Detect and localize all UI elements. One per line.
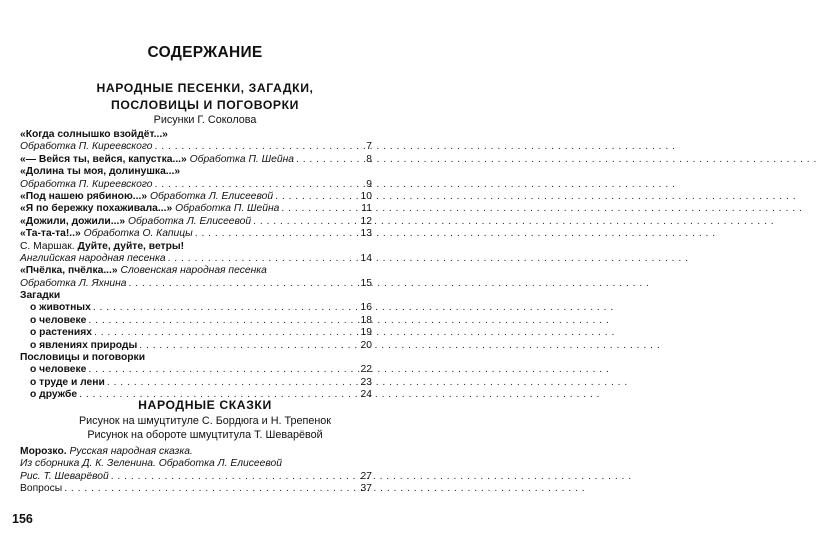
dot-leader [139, 340, 358, 352]
toc-entry[interactable]: Английская народная песенка . . . 14 [20, 253, 372, 265]
page-ref: 20 [360, 339, 372, 351]
dot-leader [93, 302, 358, 314]
toc-entry-title[interactable]: «Когда солнышко взойдёт...» [20, 129, 168, 140]
toc-entry[interactable]: о человеке . . . 22 [20, 364, 372, 376]
page-ref: 13 [360, 228, 372, 240]
dot-leader [111, 471, 358, 483]
page-ref: 19 [360, 327, 372, 339]
page-ref: 7 [366, 141, 372, 153]
riddles-heading: Загадки [20, 290, 61, 302]
toc-entry[interactable]: Обработка Л. Яхнина . . . 15 [20, 278, 372, 290]
toc-entry[interactable]: о человеке . . . 18 [20, 315, 372, 327]
toc-entry-title[interactable]: Морозко. Русская народная сказка. [20, 446, 193, 457]
toc-entry[interactable]: «Та-та-та!..» Обработка О. Капицы . . . 13 [20, 228, 372, 240]
dot-leader [281, 203, 358, 215]
toc-entry[interactable]: о дружбе . . . 24 [20, 389, 372, 401]
toc-entry[interactable]: «— Вейся ты, вейся, капустка...» Обработка П. Шейна . . . 8 [20, 154, 372, 166]
page-ref: 9 [366, 178, 372, 190]
page-ref: 14 [360, 252, 372, 264]
page-ref: 24 [360, 389, 372, 401]
dot-leader [155, 179, 358, 191]
section-heading-folk-songs-line2: ПОСЛОВИЦЫ И ПОГОВОРКИ [110, 98, 300, 112]
dot-leader [88, 315, 358, 327]
page-ref: 23 [360, 376, 372, 388]
toc-entry[interactable]: о животных . . . 16 [20, 302, 372, 314]
page-ref: 18 [360, 314, 372, 326]
dot-leader [64, 483, 358, 495]
toc-entry[interactable]: Рис. Т. Шеварёвой . . . 27 [20, 471, 372, 483]
toc-entry[interactable]: о растениях . . . 19 [20, 327, 372, 339]
illustrator-credit-title-page: Рисунок на шмуцтитуле С. Бордюга и Н. Трепенок [78, 415, 332, 427]
dot-leader [275, 191, 358, 203]
page-ref: 10 [360, 190, 372, 202]
toc-entry[interactable]: о труде и лени . . . 23 [20, 377, 372, 389]
illustrator-credit: Рисунки Г. Соколова [153, 114, 257, 126]
toc-entry[interactable]: Обработка П. Киреевского . . . 7 [20, 141, 372, 153]
dot-leader [155, 141, 358, 153]
page-ref: 22 [360, 364, 372, 376]
section-heading-folk-tales: НАРОДНЫЕ СКАЗКИ [138, 398, 272, 412]
dot-leader [253, 216, 358, 228]
dot-leader [195, 228, 358, 240]
page-ref: 15 [360, 277, 372, 289]
toc-entry[interactable]: «Под нашею рябиною...» Обработка Л. Елисеевой . . . 10 [20, 191, 372, 203]
dot-leader [94, 327, 358, 339]
toc-entry[interactable]: о явлениях природы . . . 20 [20, 340, 372, 352]
dot-leader [168, 253, 358, 265]
dot-leader [107, 377, 358, 389]
page-number: 156 [12, 512, 33, 526]
toc-entry-title[interactable]: «Долина ты моя, долинушка...» [20, 166, 181, 178]
toc-entry-title[interactable]: «Пчёлка, пчёлка...» Словенская народная песенка [20, 265, 267, 277]
illustrator-credit-reverse: Рисунок на обороте шмуцтитула Т. Шеварёвой [87, 429, 323, 441]
contents-list-part2 [20, 446, 372, 496]
page-ref: 37 [360, 483, 372, 495]
proverbs-heading: Пословицы и поговорки [20, 352, 146, 364]
page-ref: 8 [366, 153, 372, 165]
page-ref: 12 [360, 215, 372, 227]
toc-entry-title[interactable]: С. Маршак. Дуйте, дуйте, ветры! [20, 240, 185, 252]
contents-list-part1 [20, 129, 372, 402]
dot-leader [88, 364, 358, 376]
page-ref: 11 [361, 203, 372, 215]
toc-entry[interactable]: Обработка П. Киреевского . . . 9 [20, 179, 372, 191]
page-ref: 27 [360, 470, 372, 482]
toc-entry[interactable]: «Дожили, дожили...» Обработка Л. Елисеевой . . . 12 [20, 216, 372, 228]
toc-entry[interactable]: «Я по бережку похаживала...» Обработка П. Шейна . . . 11 [20, 203, 372, 215]
dot-leader [296, 154, 358, 166]
page-title: СОДЕРЖАНИЕ [147, 44, 263, 61]
section-heading-folk-songs-line1: НАРОДНЫЕ ПЕСЕНКИ, ЗАГАДКИ, [96, 81, 314, 95]
page-ref: 16 [360, 302, 372, 314]
toc-entry-subtitle: Из сборника Д. К. Зеленина. Обработка Л. Елисеевой [20, 458, 282, 470]
toc-entry[interactable]: Вопросы . . . 37 [20, 483, 372, 495]
dot-leader [129, 278, 358, 290]
